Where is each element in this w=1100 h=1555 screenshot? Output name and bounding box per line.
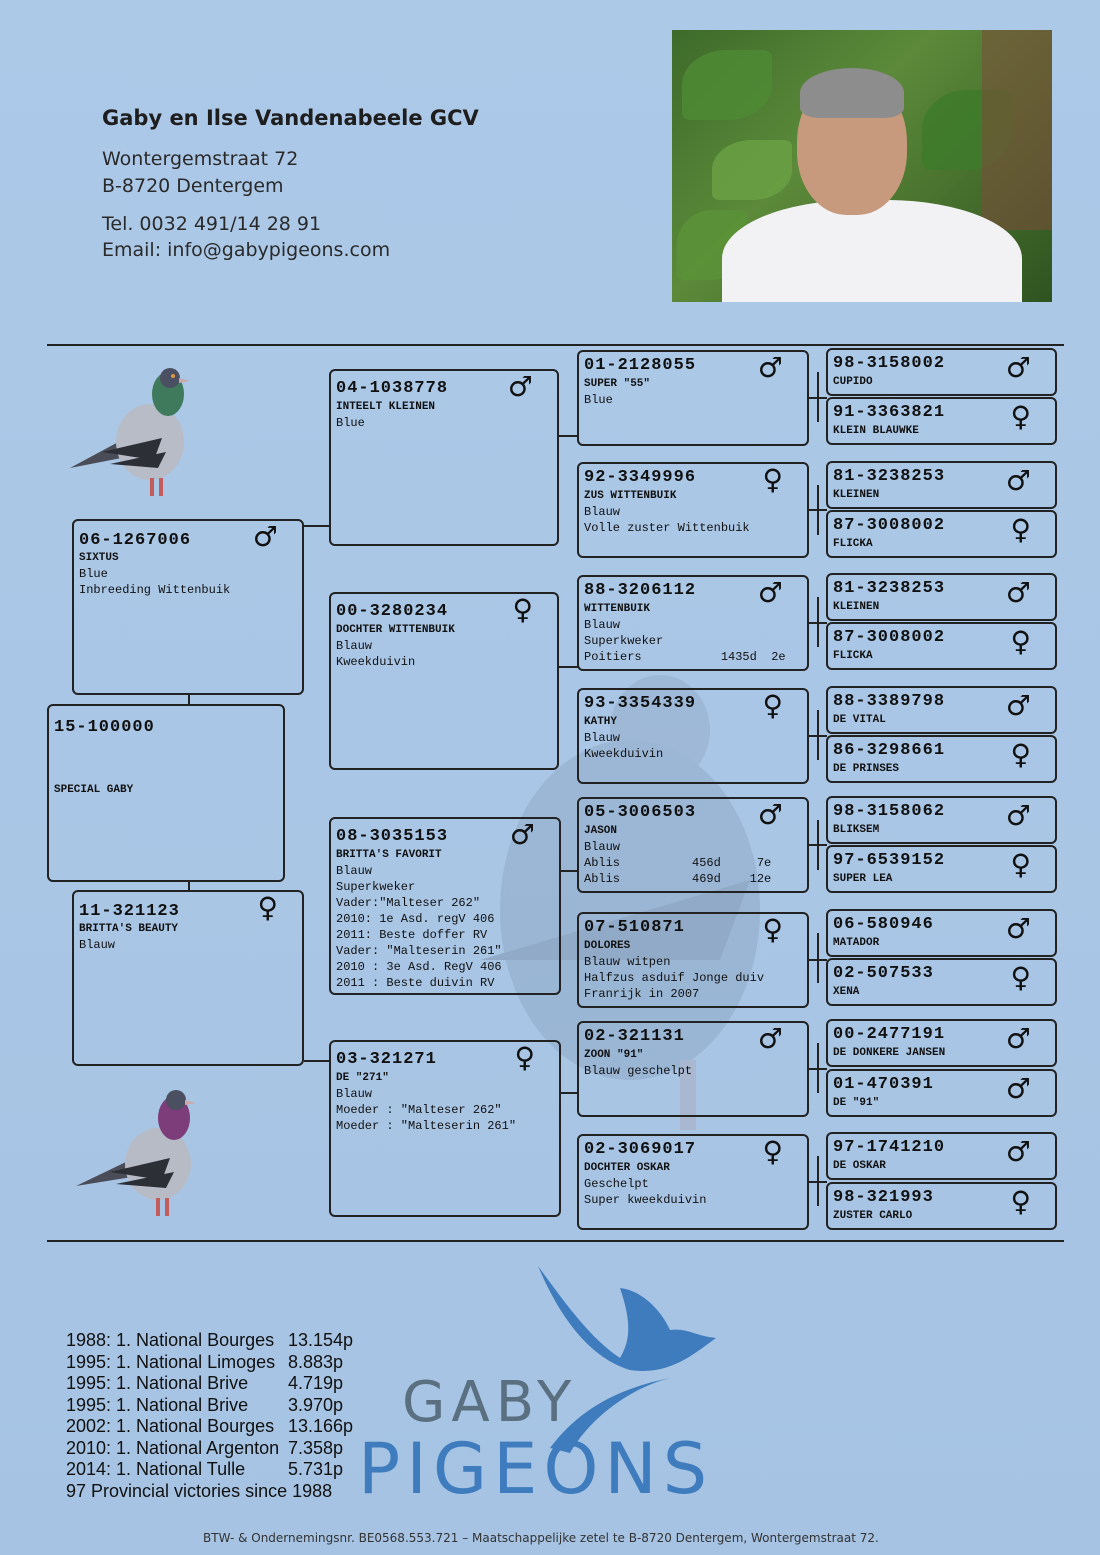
ring-number: 02-507533: [833, 964, 934, 983]
connector-line: [304, 1060, 330, 1062]
grandparent-card: [329, 817, 561, 995]
pigeon-name: KLEINEN: [833, 601, 880, 613]
ring-number: 97-1741210: [833, 1138, 946, 1157]
female-symbol-icon: ♀: [1010, 513, 1031, 546]
great-great-grandparent-card: [826, 622, 1057, 670]
pigeon-name: CUPIDO: [833, 376, 873, 388]
ring-number: 02-3069017: [584, 1140, 697, 1159]
great-grandparent-card: [577, 1134, 809, 1230]
email-address: Email: info@gabypigeons.com: [102, 239, 391, 261]
pigeon-detail-line: Blue: [336, 416, 365, 430]
great-great-grandparent-card: [826, 573, 1057, 621]
pigeon-name: MATADOR: [833, 937, 880, 949]
achievement-row: [66, 1351, 344, 1373]
ring-number: 86-3298661: [833, 741, 946, 760]
connector-line: [188, 882, 190, 891]
connector-line: [561, 870, 578, 872]
pigeon-detail-line: Moeder : "Malteserin 261": [336, 1119, 517, 1133]
pigeon-name: FLICKA: [833, 538, 873, 550]
male-symbol-icon: ♂: [509, 818, 535, 851]
ring-number: 03-321271: [336, 1050, 437, 1069]
achievement-row: [66, 1459, 344, 1480]
male-symbol-icon: ♂: [1005, 1135, 1031, 1168]
achievement-text: 1995: 1. National Brive: [66, 1373, 249, 1393]
pigeon-detail-line: Blauw: [584, 840, 621, 854]
great-grandparent-card: [577, 912, 809, 1008]
pigeon-name: INTEELT KLEINEN: [336, 401, 436, 413]
connector-line: [559, 435, 578, 437]
pigeon-detail-line: Vader:"Malteser 262": [336, 896, 481, 910]
great-great-grandparent-card: [826, 397, 1057, 445]
ring-number: 92-3349996: [584, 468, 697, 487]
ring-number: 15-100000: [54, 718, 155, 737]
female-symbol-icon: ♀: [762, 1135, 783, 1168]
pigeon-detail-line: Franrijk in 2007: [584, 987, 700, 1001]
grandparent-card: [329, 369, 559, 546]
connector-line: [817, 1043, 819, 1093]
connector-line: [188, 695, 190, 705]
male-symbol-icon: ♂: [1005, 912, 1031, 945]
pigeon-detail-line: Super kweekduivin: [584, 1193, 707, 1207]
achievement-points: 7.358p: [288, 1437, 344, 1458]
female-symbol-icon: ♀: [512, 593, 533, 626]
ring-number: 98-321993: [833, 1188, 934, 1207]
achievement-row: [66, 1373, 344, 1394]
great-grandparent-card: [577, 575, 809, 671]
ring-number: 05-3006503: [584, 803, 697, 822]
pigeon-detail-line: Blauw: [336, 639, 373, 653]
ring-number: 01-2128055: [584, 356, 697, 375]
pigeon-name: KLEINEN: [833, 489, 880, 501]
female-symbol-icon: ♀: [762, 463, 783, 496]
pigeon-name: BLIKSEM: [833, 824, 880, 836]
ring-number: 02-321131: [584, 1027, 685, 1046]
female-symbol-icon: ♀: [1010, 400, 1031, 433]
female-symbol-icon: ♀: [762, 689, 783, 722]
pigeon-name: ZOON "91": [584, 1049, 644, 1061]
ring-number: 00-3280234: [336, 602, 449, 621]
pigeon-name: ZUSTER CARLO: [833, 1210, 913, 1222]
ring-number: 06-1267006: [79, 531, 192, 550]
male-symbol-icon: ♂: [757, 576, 783, 609]
pigeon-detail-line: Geschelpt: [584, 1177, 649, 1191]
great-great-grandparent-card: [826, 1182, 1057, 1230]
logo-text-pigeons: PIGEONS: [358, 1428, 714, 1510]
pigeon-name: ZUS WITTENBUIK: [584, 490, 677, 502]
pigeon-name: SUPER "55": [584, 378, 651, 390]
ring-number: 11-321123: [79, 902, 180, 921]
ring-number: 98-3158002: [833, 354, 946, 373]
pigeon-detail-line: Halfzus asduif Jonge duiv: [584, 971, 765, 985]
achievement-points: 3.970p: [288, 1394, 344, 1415]
pigeon-name: SPECIAL GABY: [54, 784, 134, 796]
phone-number: Tel. 0032 491/14 28 91: [102, 213, 322, 235]
female-symbol-icon: ♀: [257, 891, 278, 924]
sire-card: [72, 519, 304, 695]
pigeon-detail-line: Blauw: [79, 938, 116, 952]
great-great-grandparent-card: [826, 909, 1057, 957]
male-symbol-icon: ♂: [1005, 351, 1031, 384]
ring-number: 87-3008002: [833, 516, 946, 535]
pigeon-detail-line: Superkweker: [584, 634, 664, 648]
pigeon-detail-line: Blauw: [336, 1087, 373, 1101]
pigeon-name: BRITTA'S BEAUTY: [79, 923, 179, 935]
pigeon-detail-line: Superkweker: [336, 880, 416, 894]
pigeon-name: DE "91": [833, 1097, 880, 1109]
female-symbol-icon: ♀: [1010, 625, 1031, 658]
ring-number: 93-3354339: [584, 694, 697, 713]
male-symbol-icon: ♂: [1005, 1022, 1031, 1055]
achievement-text: 2002: 1. National Bourges: [66, 1416, 275, 1436]
footer-company-info: BTW- & Ondernemingsnr. BE0568.553.721 – Maatschappelijke zetel te B-8720 Dentergem, Wontergemstraat 72.: [203, 1531, 879, 1545]
achievement-row: [66, 1481, 332, 1502]
great-grandparent-card: [577, 797, 809, 893]
pigeon-name: SIXTUS: [79, 552, 119, 564]
great-great-grandparent-card: [826, 461, 1057, 509]
pigeon-detail-line: Kweekduivin: [336, 655, 416, 669]
male-symbol-icon: ♂: [1005, 799, 1031, 832]
great-great-grandparent-card: [826, 686, 1057, 734]
great-grandparent-card: [577, 462, 809, 558]
ring-number: 88-3206112: [584, 581, 697, 600]
male-symbol-icon: ♂: [1005, 576, 1031, 609]
achievement-row: [66, 1416, 354, 1437]
pigeon-detail-line: Blauw: [584, 618, 621, 632]
pigeon-detail-line: Inbreeding Wittenbuik: [79, 583, 231, 597]
pigeon-name: WITTENBUIK: [584, 603, 651, 615]
female-symbol-icon: ♀: [762, 913, 783, 946]
great-great-grandparent-card: [826, 845, 1057, 893]
great-great-grandparent-card: [826, 510, 1057, 558]
pigeon-detail-line: Blauw: [336, 864, 373, 878]
great-great-grandparent-card: [826, 958, 1057, 1006]
pigeon-name: BRITTA'S FAVORIT: [336, 849, 442, 861]
ring-number: 87-3008002: [833, 628, 946, 647]
great-great-grandparent-card: [826, 1019, 1057, 1067]
ring-number: 08-3035153: [336, 827, 449, 846]
ring-number: 06-580946: [833, 915, 934, 934]
pigeon-detail-line: Blauw witpen: [584, 955, 671, 969]
great-grandparent-card: [577, 688, 809, 784]
pigeon-name: DOLORES: [584, 940, 631, 952]
female-symbol-icon: ♀: [514, 1041, 535, 1074]
achievement-points: 5.731p: [288, 1459, 344, 1479]
male-symbol-icon: ♂: [757, 351, 783, 384]
pigeon-detail-line: Blue: [79, 567, 108, 581]
pigeon-name: XENA: [833, 986, 860, 998]
pigeon-detail-line: Blue: [584, 393, 613, 407]
address-street: Wontergemstraat 72: [102, 148, 299, 170]
connector-line: [561, 1092, 578, 1094]
pigeon-detail-line: Blauw geschelpt: [584, 1064, 693, 1078]
dam-card: [72, 890, 304, 1066]
great-great-grandparent-card: [826, 1132, 1057, 1180]
pigeon-name: DE PRINSES: [833, 763, 900, 775]
pigeon-detail-line: Moeder : "Malteser 262": [336, 1103, 502, 1117]
ring-number: 04-1038778: [336, 379, 449, 398]
female-symbol-icon: ♀: [1010, 961, 1031, 994]
connector-line: [817, 372, 819, 422]
male-symbol-icon: ♂: [1005, 689, 1031, 722]
achievement-text: 2014: 1. National Tulle: [66, 1459, 246, 1479]
great-great-grandparent-card: [826, 1069, 1057, 1117]
pigeon-detail-line: Poitiers 1435d 2e: [584, 650, 786, 664]
pigeon-image-bottom: [70, 1082, 200, 1222]
owner-name: Gaby en Ilse Vandenabeele GCV: [102, 106, 479, 130]
male-symbol-icon: ♂: [757, 1022, 783, 1055]
ring-number: 81-3238253: [833, 579, 946, 598]
connector-line: [559, 666, 578, 668]
grandparent-card: [329, 592, 559, 770]
pigeon-name: DOCHTER WITTENBUIK: [336, 624, 455, 636]
connector-line: [817, 1156, 819, 1206]
pigeon-name: JASON: [584, 825, 618, 837]
achievement-row: [66, 1330, 354, 1351]
ring-number: 88-3389798: [833, 692, 946, 711]
subject-card: [47, 704, 285, 882]
pigeon-detail-line: Volle zuster Wittenbuik: [584, 521, 750, 535]
address-city: B-8720 Dentergem: [102, 175, 284, 197]
male-symbol-icon: ♂: [507, 370, 533, 403]
pigeon-name: DE OSKAR: [833, 1160, 886, 1172]
achievement-text: 1988: 1. National Bourges: [66, 1330, 275, 1350]
owner-photo: [672, 30, 1052, 302]
ring-number: 00-2477191: [833, 1025, 946, 1044]
female-symbol-icon: ♀: [1010, 738, 1031, 771]
male-symbol-icon: ♂: [1005, 1072, 1031, 1105]
pigeon-detail-line: Blauw: [584, 731, 621, 745]
pigeon-name: DE VITAL: [833, 714, 886, 726]
grandparent-card: [329, 1040, 561, 1217]
achievement-row: [66, 1394, 344, 1416]
great-great-grandparent-card: [826, 796, 1057, 844]
connector-line: [817, 597, 819, 647]
pigeon-name: DE DONKERE JANSEN: [833, 1047, 946, 1059]
male-symbol-icon: ♂: [252, 520, 278, 553]
ring-number: 97-6539152: [833, 851, 946, 870]
achievement-row: [66, 1437, 344, 1459]
achievement-points: 13.166p: [288, 1416, 354, 1436]
achievement-text: 1995: 1. National Limoges: [66, 1351, 276, 1372]
pigeon-name: KLEIN BLAUWKE: [833, 425, 919, 437]
pigeon-detail-line: Vader: "Malteserin 261": [336, 944, 502, 958]
pigeon-name: FLICKA: [833, 650, 873, 662]
great-great-grandparent-card: [826, 348, 1057, 396]
pigeon-name: SUPER LEA: [833, 873, 893, 885]
pigeon-name: KATHY: [584, 716, 618, 728]
achievement-text: 2010: 1. National Argenton: [66, 1437, 280, 1458]
ring-number: 91-3363821: [833, 403, 946, 422]
achievement-points: 13.154p: [288, 1330, 354, 1350]
female-symbol-icon: ♀: [1010, 1185, 1031, 1218]
pigeon-detail-line: 2011 : Beste duivin RV: [336, 976, 495, 990]
ring-number: 81-3238253: [833, 467, 946, 486]
great-grandparent-card: [577, 1021, 809, 1117]
bottom-divider: [47, 1240, 1064, 1242]
ring-number: 01-470391: [833, 1075, 934, 1094]
achievement-points: 4.719p: [288, 1373, 344, 1393]
pigeon-detail-line: Ablis 456d 7e: [584, 856, 772, 870]
pigeon-detail-line: Blauw: [584, 505, 621, 519]
male-symbol-icon: ♂: [1005, 464, 1031, 497]
achievement-points: 8.883p: [288, 1351, 344, 1372]
great-great-grandparent-card: [826, 735, 1057, 783]
connector-line: [817, 933, 819, 983]
logo-text-gaby: GABY: [402, 1370, 578, 1435]
achievement-text: 1995: 1. National Brive: [66, 1394, 249, 1415]
achievement-text: 97 Provincial victories since 1988: [66, 1480, 333, 1501]
great-grandparent-card: [577, 350, 809, 446]
connector-line: [817, 485, 819, 535]
pigeon-name: DOCHTER OSKAR: [584, 1162, 670, 1174]
pigeon-detail-line: Kweekduivin: [584, 747, 664, 761]
pigeon-name: DE "271": [336, 1072, 389, 1084]
male-symbol-icon: ♂: [757, 798, 783, 831]
pigeon-detail-line: Ablis 469d 12e: [584, 872, 772, 886]
female-symbol-icon: ♀: [1010, 848, 1031, 881]
ring-number: 98-3158062: [833, 802, 946, 821]
connector-line: [304, 525, 330, 527]
pigeon-detail-line: 2010: 1e Asd. regV 406: [336, 912, 495, 926]
connector-line: [817, 820, 819, 870]
connector-line: [817, 710, 819, 760]
pigeon-detail-line: 2011: Beste doffer RV: [336, 928, 488, 942]
pigeon-detail-line: 2010 : 3e Asd. RegV 406: [336, 960, 502, 974]
pigeon-image-top: [62, 360, 192, 505]
ring-number: 07-510871: [584, 918, 685, 937]
top-divider: [47, 344, 1064, 346]
